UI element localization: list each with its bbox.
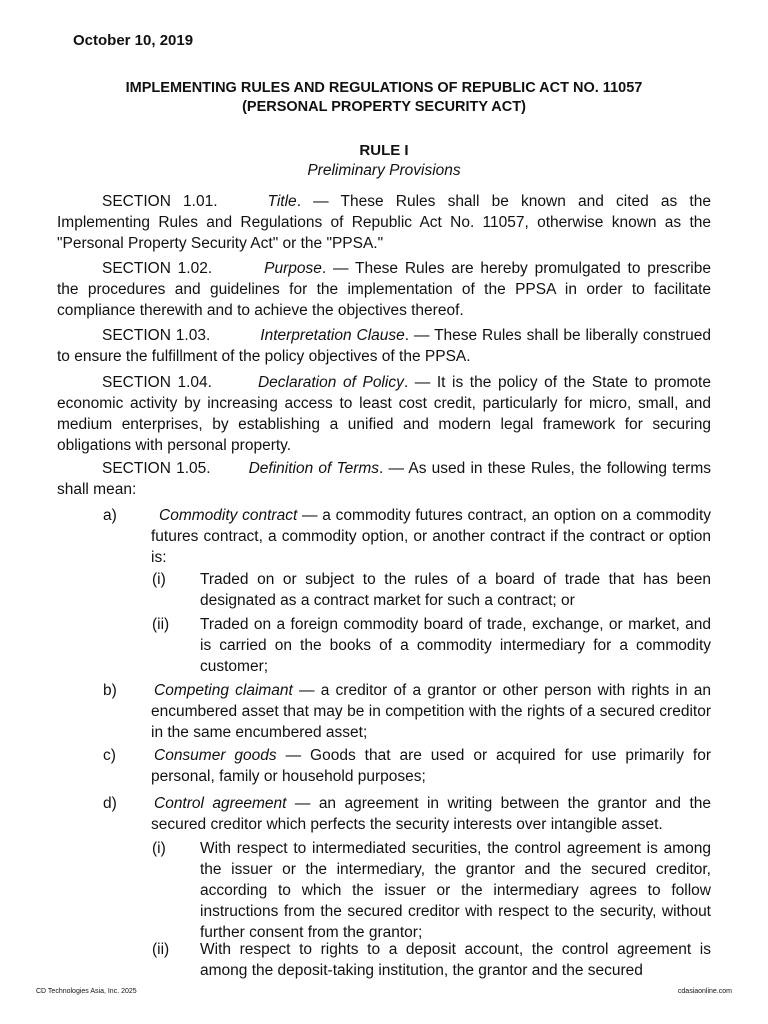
section-heading: Title	[267, 193, 297, 210]
section-text: . — It is the policy of the State to promote economic activity by increasing access to least cost credit, particularly for micro, small, and medium enterprises, by establishing a unified and modern legal framework for securing obligations with personal property.	[57, 374, 711, 454]
definition-mark: a)	[103, 507, 117, 524]
section-heading: Interpretation Clause	[260, 327, 405, 344]
definition-mark: d)	[103, 795, 117, 812]
subitem-mark: (ii)	[152, 941, 170, 958]
definition-term: Control agreement	[154, 795, 287, 812]
definition-text: — an agreement in writing between the grantor and the secured creditor which perfects the security interests over intangible asset.	[151, 795, 711, 833]
section-text: . — As used in these Rules, the following terms shall mean:	[57, 460, 711, 498]
definition-mark: b)	[103, 682, 117, 699]
rule-subheading: Preliminary Provisions	[307, 162, 461, 179]
definition-term: Commodity contract	[159, 507, 298, 524]
definition-commodity-contract	[151, 505, 711, 568]
definition-competing-claimant	[151, 680, 711, 743]
section-text: . — These Rules are hereby promulgated to prescribe the procedures and guidelines for the implementation of the PPSA in order to facilitate compliance therewith and to achieve the objectives thereof.	[57, 260, 711, 319]
section-1-02	[57, 258, 711, 321]
definition-text: — a creditor of a grantor or other person with rights in an encumbered asset that may be in competition with the rights of a secured creditor in the same encumbered asset;	[151, 682, 711, 741]
definition-subitem: Traded on a foreign commodity board of trade, exchange, or market, and is carried on the books of a commodity intermediary for a commodity customer;	[200, 616, 711, 675]
subitem-mark: (i)	[152, 840, 166, 857]
section-1-01	[57, 191, 711, 254]
definition-term: Competing claimant	[154, 682, 293, 699]
subitem-mark: (ii)	[152, 616, 170, 633]
section-heading: Purpose	[264, 260, 322, 277]
definition-text: — Goods that are used or acquired for use primarily for personal, family or household purposes;	[151, 747, 711, 785]
section-heading: Declaration of Policy	[257, 374, 404, 391]
section-text: . — These Rules shall be liberally construed to ensure the fulfillment of the policy objectives of the PPSA.	[57, 327, 711, 365]
section-number: SECTION 1.01.	[102, 193, 218, 210]
section-number: SECTION 1.03.	[102, 327, 211, 344]
definition-control-agreement	[151, 793, 711, 835]
footer-website: cdasiaonline.com	[677, 988, 732, 995]
section-number: SECTION 1.02.	[102, 260, 213, 277]
subitem-mark: (i)	[152, 571, 166, 588]
definition-term: Consumer goods	[154, 747, 277, 764]
section-1-04	[57, 372, 711, 456]
footer-publisher: CD Technologies Asia, Inc. 2025	[36, 988, 137, 995]
section-number: SECTION 1.05.	[102, 460, 211, 477]
document-title	[57, 79, 711, 117]
definition-subitem: With respect to rights to a deposit account, the control agreement is among the deposit-taking institution, the grantor and the secured	[200, 941, 711, 979]
definition-subitem: With respect to intermediated securities, the control agreement is among the issuer or the intermediary, the grantor and the secured creditor, according to which the issuer or the intermediary agrees to follow instructions from the secured creditor with respect to the security, without further consent from the grantor;	[200, 840, 711, 941]
title-line-2: (PERSONAL PROPERTY SECURITY ACT)	[242, 99, 526, 115]
definition-mark: c)	[103, 747, 116, 764]
definition-text: — a commodity futures contract, an option on a commodity futures contract, a commodity option, or another contract if the contract or option is:	[151, 507, 711, 566]
document-date: October 10, 2019	[73, 32, 194, 49]
definition-consumer-goods	[151, 745, 711, 787]
title-line-1: IMPLEMENTING RULES AND REGULATIONS OF REPUBLIC ACT NO. 11057	[125, 80, 643, 96]
section-number: SECTION 1.04.	[102, 374, 212, 391]
section-1-03	[57, 325, 711, 367]
section-1-05	[57, 458, 711, 500]
section-heading: Definition of Terms	[248, 460, 380, 477]
definition-subitem: Traded on or subject to the rules of a board of trade that has been designated as a contract market for such a contract; or	[200, 571, 711, 609]
rule-heading: RULE I	[359, 142, 409, 159]
section-text: . — These Rules shall be known and cited as the Implementing Rules and Regulations of Republic Act No. 11057, otherwise known as the "Personal Property Security Act" or the "PPSA."	[57, 193, 711, 252]
